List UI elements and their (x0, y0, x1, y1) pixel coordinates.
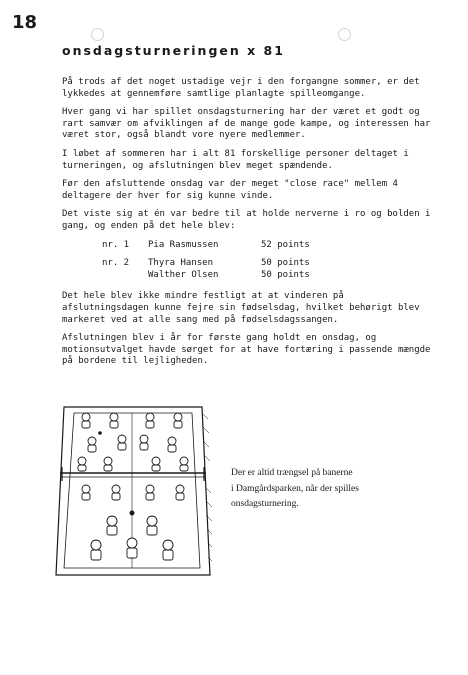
result-row (62, 258, 434, 270)
result-place (102, 270, 148, 282)
results-table (62, 240, 434, 282)
paragraph: Hver gang vi har spillet onsdagsturnering har der været et godt og rart samvær om afviklingen af de mange gode kampe, og interessen har været stor, også blandt vore nyere medlemmer. (62, 107, 436, 141)
paragraph: På trods af det noget ustadige vejr i den forgangne sommer, er det lykkedes at gennemføre samtlige planlagte spilleomgange. (62, 77, 426, 99)
paragraph: Før den afsluttende onsdag var der meget "close race" mellem 4 deltagere der hver for sig kunne vinde. (62, 179, 404, 201)
result-row (62, 240, 434, 252)
result-points: 52 points (261, 239, 310, 250)
result-points: 50 points (261, 258, 310, 269)
result-name: Thyra Hansen (148, 258, 214, 269)
paragraph: I løbet af sommeren har i alt 81 forskellige personer deltaget i turneringen, og afslutningen blev meget spændende. (62, 148, 415, 171)
page-title: onsdagsturneringen x 81 (62, 43, 285, 58)
result-name: Walther Olsen (148, 269, 219, 280)
result-points: 50 points (261, 269, 310, 280)
caption-line: onsdagsturnering. (231, 499, 299, 509)
caption-line: Der er altid trængsel på banerne (231, 468, 353, 478)
illustration-caption (231, 466, 441, 513)
result-place: nr. 1 (102, 239, 130, 250)
page-number: 18 (12, 12, 38, 33)
caption-line: i Damgårdsparken, når der spilles (231, 483, 359, 494)
result-row (62, 270, 434, 282)
result-place: nr. 2 (102, 258, 130, 269)
article-body (62, 77, 434, 375)
punch-hole-right (338, 28, 351, 41)
punch-hole-left (91, 28, 104, 41)
result-name: Pia Rasmussen (148, 239, 219, 250)
paragraph: Det hele blev ikke mindre festligt at at vinderen på afslutningsdagen kunne fejre sin fødselsdag, hvilket behørigt blev markeret ved at alle sang med på fødselsdagssangen. (62, 291, 426, 325)
paragraph: Det viste sig at én var bedre til at holde nerverne i ro og bolden i gang, og enden på det hele blev: (62, 209, 436, 231)
croquet-court-illustration (52, 403, 212, 583)
paragraph: Afslutningen blev i år for første gang holdt en onsdag, og motionsutvalget havde sørget for at have fortæring i passende mængde på bordene til lejligheden. (62, 333, 436, 367)
